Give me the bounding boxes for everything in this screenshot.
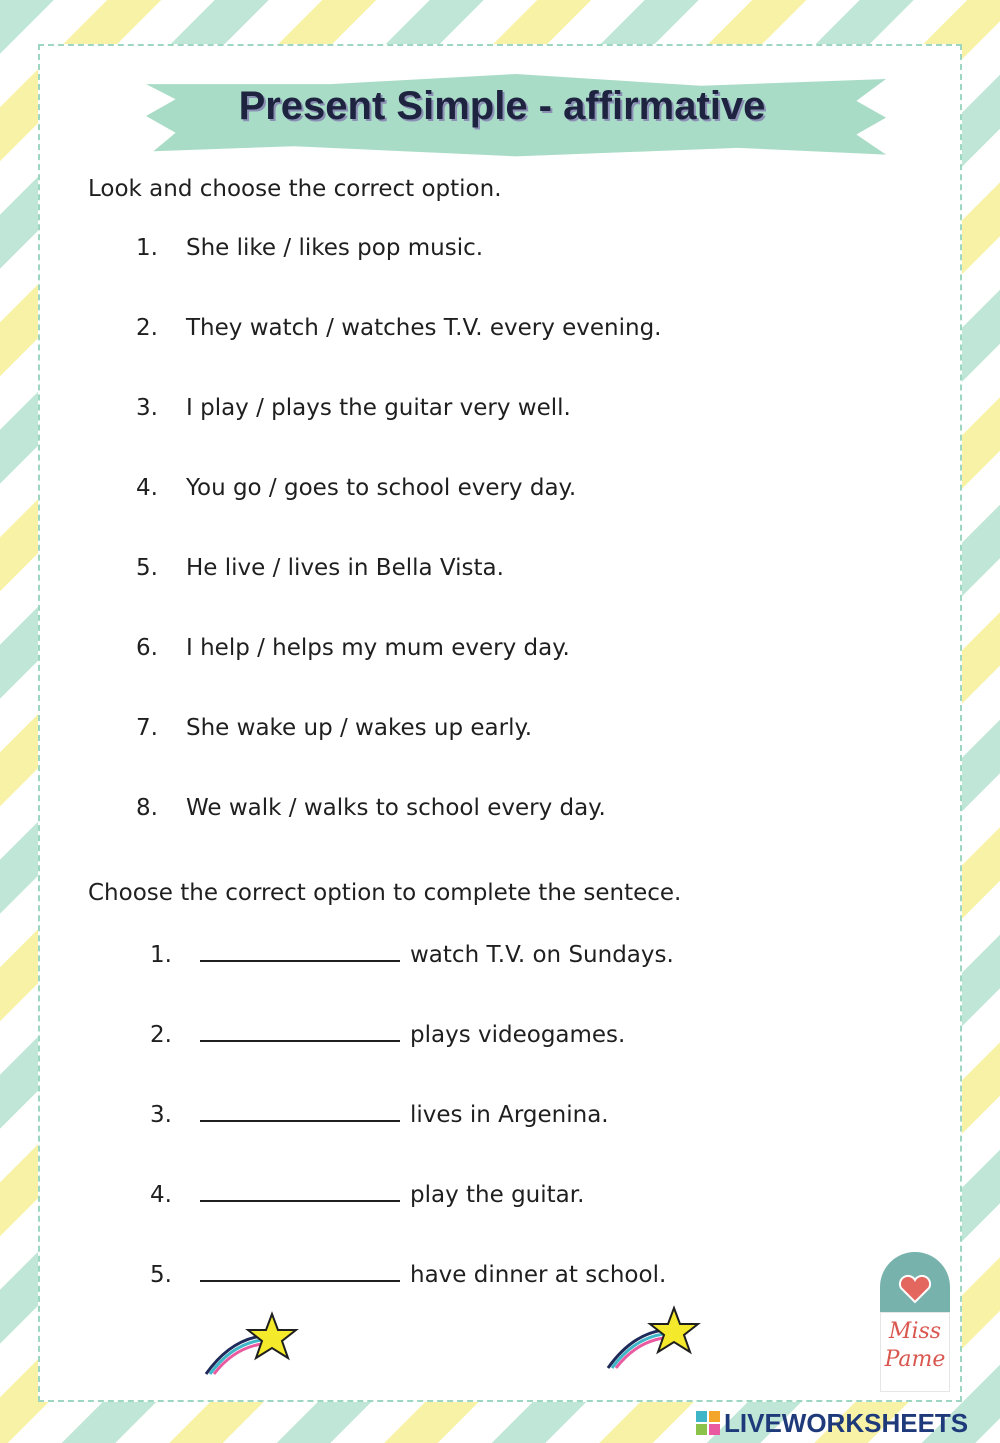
item-sentence: I play / plays the guitar very well. — [186, 395, 571, 421]
shooting-star-icon — [602, 1304, 702, 1374]
choice-item[interactable] — [136, 475, 576, 501]
item-number: 5. — [150, 1262, 172, 1288]
item-sentence: have dinner at school. — [410, 1262, 667, 1288]
item-sentence: He live / lives in Bella Vista. — [186, 555, 504, 581]
fill-item — [150, 1176, 584, 1208]
page-title: Present Simple - affirmative — [238, 84, 766, 128]
answer-blank[interactable] — [200, 1256, 400, 1282]
item-number: 5. — [136, 555, 158, 581]
answer-blank[interactable] — [200, 1176, 400, 1202]
item-number: 3. — [150, 1102, 172, 1128]
fill-item — [150, 1016, 625, 1048]
item-number: 6. — [136, 635, 158, 661]
item-sentence: plays videogames. — [410, 1022, 626, 1048]
section1-instruction: Look and choose the correct option. — [88, 176, 502, 202]
item-number: 4. — [136, 475, 158, 501]
item-number: 1. — [136, 235, 158, 261]
fill-item — [150, 1096, 609, 1128]
shooting-star-icon — [200, 1310, 300, 1380]
item-sentence: I help / helps my mum every day. — [186, 635, 570, 661]
item-number: 2. — [150, 1022, 172, 1048]
item-sentence: watch T.V. on Sundays. — [410, 942, 674, 968]
brand-name: LIVEWORKSHEETS — [724, 1407, 969, 1438]
item-number: 4. — [150, 1182, 172, 1208]
answer-blank[interactable] — [200, 1096, 400, 1122]
item-number: 1. — [150, 942, 172, 968]
choice-item[interactable] — [136, 795, 606, 821]
choice-item[interactable] — [136, 235, 483, 261]
heart-icon — [898, 1274, 932, 1304]
choice-item[interactable] — [136, 715, 532, 741]
item-number: 2. — [136, 315, 158, 341]
choice-item[interactable] — [136, 555, 504, 581]
item-number: 8. — [136, 795, 158, 821]
item-sentence: We walk / walks to school every day. — [186, 795, 606, 821]
item-number: 7. — [136, 715, 158, 741]
choice-item[interactable] — [136, 395, 571, 421]
author-badge — [880, 1252, 950, 1392]
item-sentence: lives in Argenina. — [410, 1102, 609, 1128]
item-sentence: She like / likes pop music. — [186, 235, 484, 261]
answer-blank[interactable] — [200, 936, 400, 962]
section2-instruction: Choose the correct option to complete the sentece. — [88, 880, 682, 906]
fill-item — [150, 936, 674, 968]
badge-signature: Miss Pame — [884, 1319, 946, 1372]
choice-item[interactable] — [136, 635, 570, 661]
item-sentence: You go / goes to school every day. — [186, 475, 577, 501]
grid-logo-icon — [696, 1411, 720, 1435]
liveworksheets-logo[interactable] — [696, 1404, 968, 1442]
fill-item — [150, 1256, 666, 1288]
item-sentence: They watch / watches T.V. every evening. — [186, 315, 662, 341]
item-sentence: play the guitar. — [410, 1182, 585, 1208]
item-sentence: She wake up / wakes up early. — [186, 715, 533, 741]
answer-blank[interactable] — [200, 1016, 400, 1042]
choice-item[interactable] — [136, 315, 662, 341]
item-number: 3. — [136, 395, 158, 421]
